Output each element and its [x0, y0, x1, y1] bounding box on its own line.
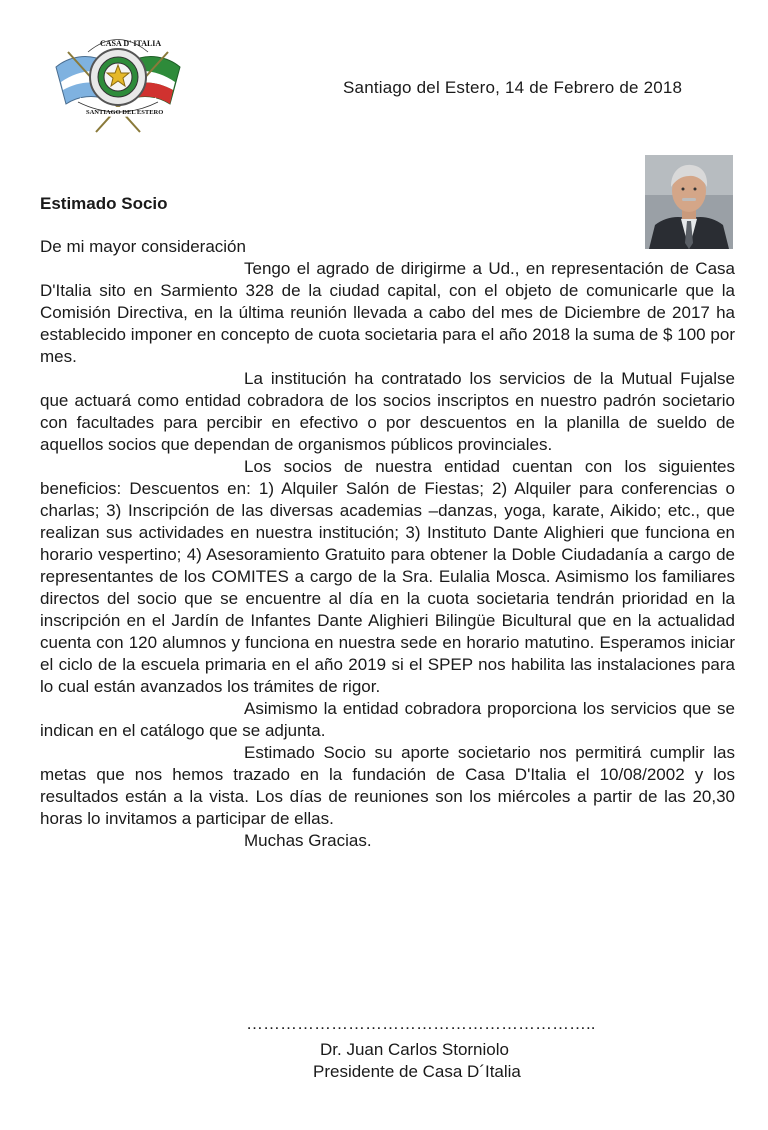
letter-paragraph: Tengo el agrado de dirigirme a Ud., en representación de Casa D'Italia sito en Sarmiento 328 de la ciudad capital, con el objeto de comunicarle que la Comisión Directiva, en la última reunión llevada a cabo del mes de Diciembre de 2017 ha establecido imponer en concepto de cuota societaria para el año 2018 la suma de $ 100 por mes. [40, 259, 735, 366]
dateline: Santiago del Estero, 14 de Febrero de 2018 [343, 78, 683, 97]
casa-ditalia-logo [48, 22, 188, 140]
letter-body [40, 236, 735, 852]
letter-greeting: Estimado Socio [40, 194, 168, 213]
author-portrait [645, 155, 733, 249]
letter-paragraph: La institución ha contratado los servicios de la Mutual Fujalse que actuará como entidad cobradora de los socios inscriptos en nuestro padrón societario con facultades para percibir en efectivo o por descuentos en la planilla de sueldo de aquellos socios que dependan de organismos públicos provinciales. [40, 369, 735, 454]
logo-top-text: CASA D' ITALIA [100, 39, 162, 48]
letter-salutation: De mi mayor consideración [40, 237, 246, 256]
letter-closing: Muchas Gracias. [244, 831, 372, 850]
letter-paragraph: Estimado Socio su aporte societario nos permitirá cumplir las metas que nos hemos trazado en la fundación de Casa D'Italia el 10/08/2002 y los resultados están a la vista. Los días de reuniones son los miércoles a partir de las 20,30 horas lo invitamos a participar de ellas. [40, 743, 735, 828]
emblem-icon [48, 22, 188, 140]
signature-line: …………………………………………………….. [246, 1014, 596, 1033]
logo-bottom-text: SANTIAGO DEL ESTERO [86, 109, 164, 116]
signatory-name: Dr. Juan Carlos Storniolo [320, 1040, 509, 1059]
signatory-title: Presidente de Casa D´Italia [313, 1062, 521, 1081]
letter-paragraph: Asimismo la entidad cobradora proporciona los servicios que se indican en el catálogo que se adjunta. [40, 699, 735, 740]
letter-paragraph: Los socios de nuestra entidad cuentan con los siguientes beneficios: Descuentos en: 1) Alquiler Salón de Fiestas; 2) Alquiler para conferencias o charlas; 3) Inscripción de las diversas academias –danzas, yoga, karate, Aikido; etc., que realizan sus actividades en nuestra institución; 3) Instituto Dante Alighieri que funciona en horario vespertino; 4) Asesoramiento Gratuito para obtener la Doble Ciudadanía a cargo de representantes de los COMITES a cargo de la Sra. Eulalia Mosca. Asimismo los familiares directos del socio que se encuentre al día en la cuota societaria tendrán prioridad en la inscripción en el Jardín de Infantes Dante Alighieri Bilingüe Bicultural que en la actualidad cuenta con 120 alumnos y funciona en nuestra sede en horario matutino. Esperamos iniciar el ciclo de la escuela primaria en el año 2019 si el SPEP nos habilita las instalaciones para lo cual están avanzados los trámites de rigor. [40, 457, 735, 696]
